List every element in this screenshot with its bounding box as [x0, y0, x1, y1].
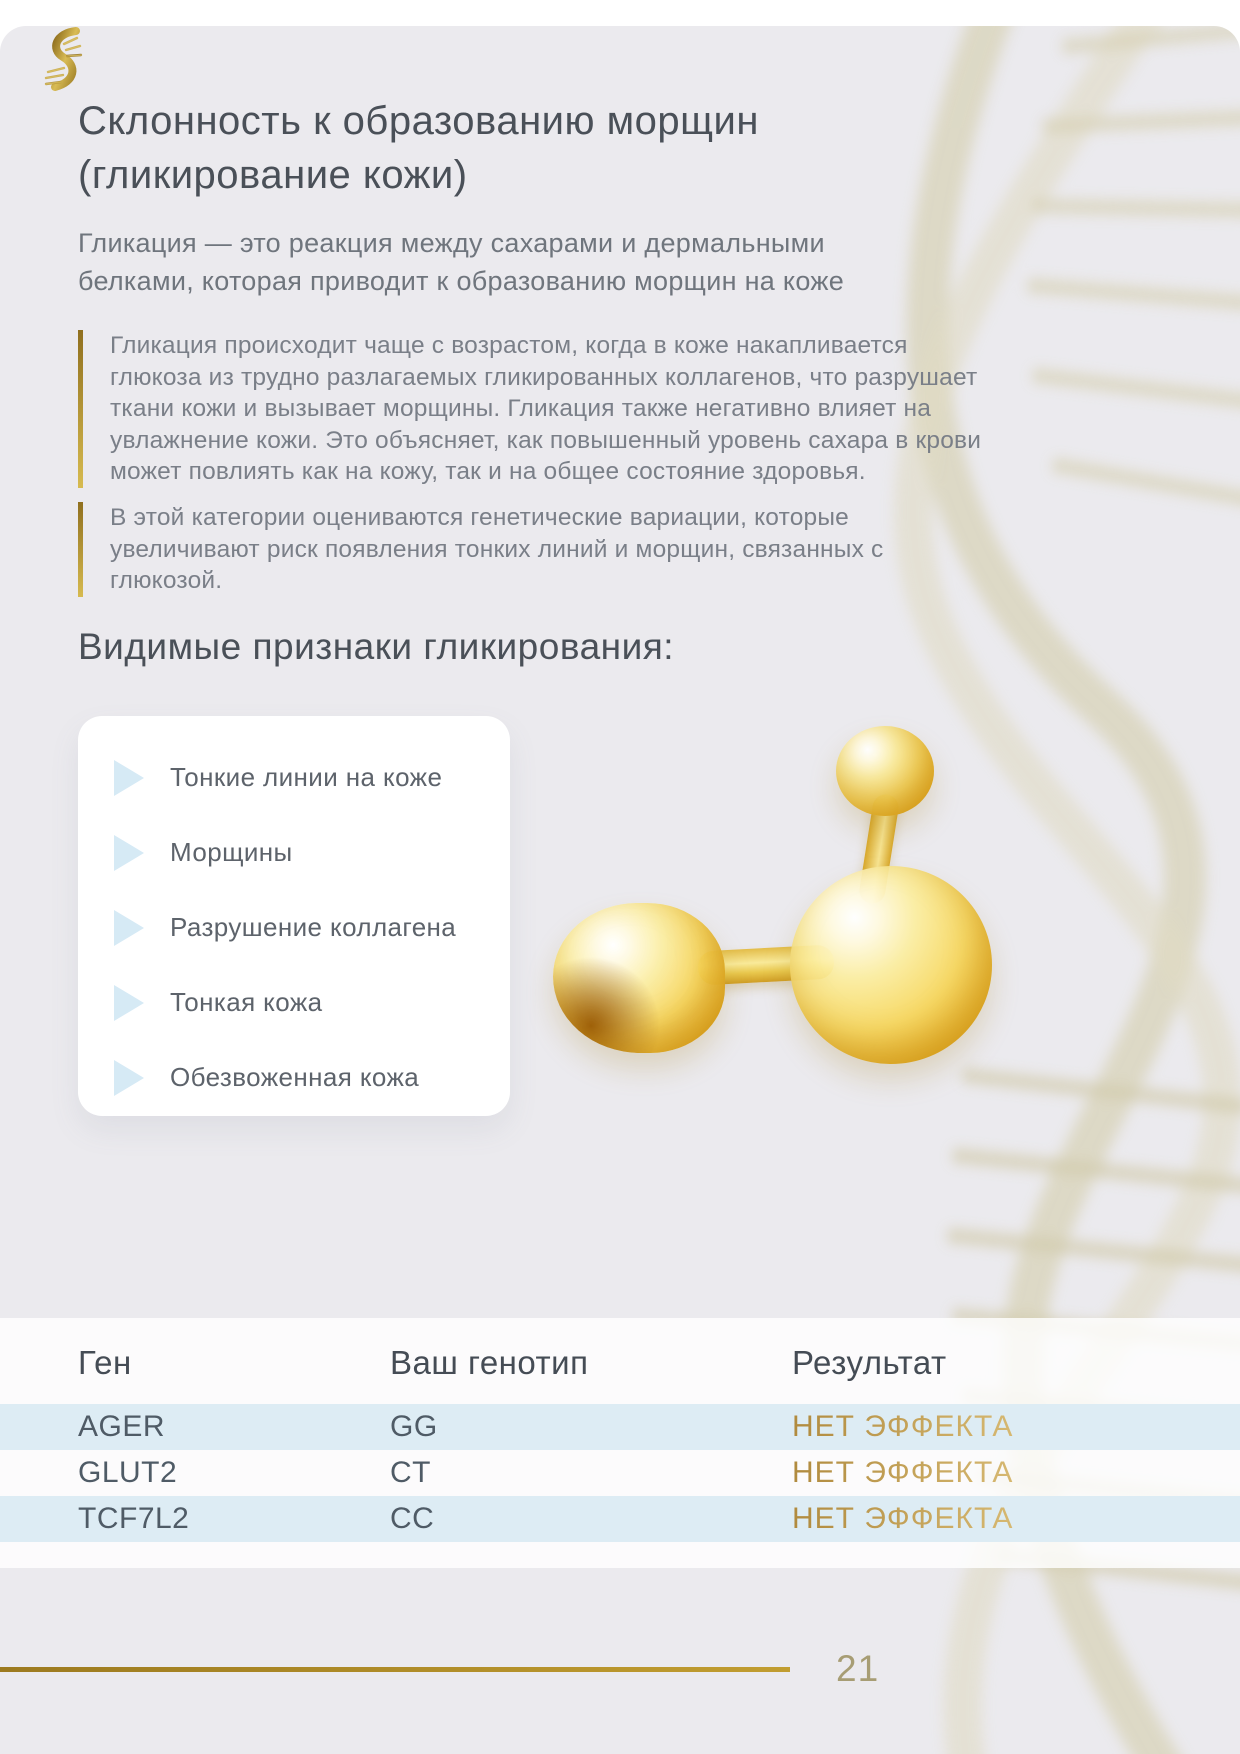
- triangle-bullet-icon: [114, 910, 144, 946]
- result-cell: НЕТ ЭФФЕКТА: [792, 1496, 1013, 1542]
- molecule-atom-top: [836, 726, 934, 816]
- table-row: [0, 1404, 1240, 1450]
- page-title: Склонность к образованию морщин (гликирование кожи): [78, 99, 759, 197]
- list-item: [114, 815, 510, 890]
- list-item: [114, 1040, 510, 1115]
- list-item: [114, 965, 510, 1040]
- list-item: [114, 740, 510, 815]
- column-header-gene: Ген: [78, 1344, 132, 1381]
- intro-paragraph: Гликация — это реакция между сахарами и дермальными белками, которая приводит к образованию морщин на коже: [78, 228, 845, 296]
- signs-card: [78, 716, 510, 1116]
- triangle-bullet-icon: [114, 1060, 144, 1096]
- sign-label: Разрушение коллагена: [170, 912, 457, 942]
- genotype-cell: CT: [390, 1456, 431, 1489]
- column-header-result: Результат: [792, 1344, 947, 1381]
- quote-block-glycation: Гликация происходит чаще с возрастом, когда в коже накапливается глюкоза из трудно разлагаемых гликированных коллагенов, что разрушает ткани кожи и вызывает морщины. Гликация также негативно влияет на увлажнение кожи. Это объясняет, как повышенный уровень сахара в крови может повлиять как на кожу, так и на общее состояние здоровья.: [78, 330, 990, 488]
- triangle-bullet-icon: [114, 835, 144, 871]
- table-row: [0, 1450, 1240, 1496]
- genotype-cell: GG: [390, 1410, 438, 1443]
- result-cell: НЕТ ЭФФЕКТА: [792, 1404, 1013, 1450]
- genotype-cell: CC: [390, 1502, 435, 1535]
- result-cell: НЕТ ЭФФЕКТА: [792, 1450, 1013, 1496]
- gene-cell: AGER: [78, 1410, 166, 1443]
- sign-label: Тонкие линии на коже: [170, 762, 443, 792]
- gene-cell: TCF7L2: [78, 1502, 190, 1535]
- sign-label: Морщины: [170, 837, 293, 867]
- footer-gold-divider: [0, 1667, 790, 1672]
- page-number: 21: [836, 1648, 880, 1689]
- dna-logo-icon: [40, 24, 86, 96]
- results-table: [0, 1318, 1240, 1568]
- sign-label: Тонкая кожа: [170, 987, 323, 1017]
- quote-block-category: В этой категории оцениваются генетические вариации, которые увеличивают риск появления тонких линий и морщин, связанных с глюкозой.: [78, 502, 910, 597]
- molecule-atom-left: [553, 903, 725, 1053]
- molecule-atom-center: [790, 866, 992, 1064]
- gene-cell: GLUT2: [78, 1456, 178, 1489]
- triangle-bullet-icon: [114, 985, 144, 1021]
- triangle-bullet-icon: [114, 760, 144, 796]
- column-header-genotype: Ваш генотип: [390, 1344, 589, 1381]
- sign-label: Обезвоженная кожа: [170, 1062, 420, 1092]
- table-row: [0, 1496, 1240, 1542]
- signs-section-heading: Видимые признаки гликирования:: [78, 626, 675, 667]
- list-item: [114, 890, 510, 965]
